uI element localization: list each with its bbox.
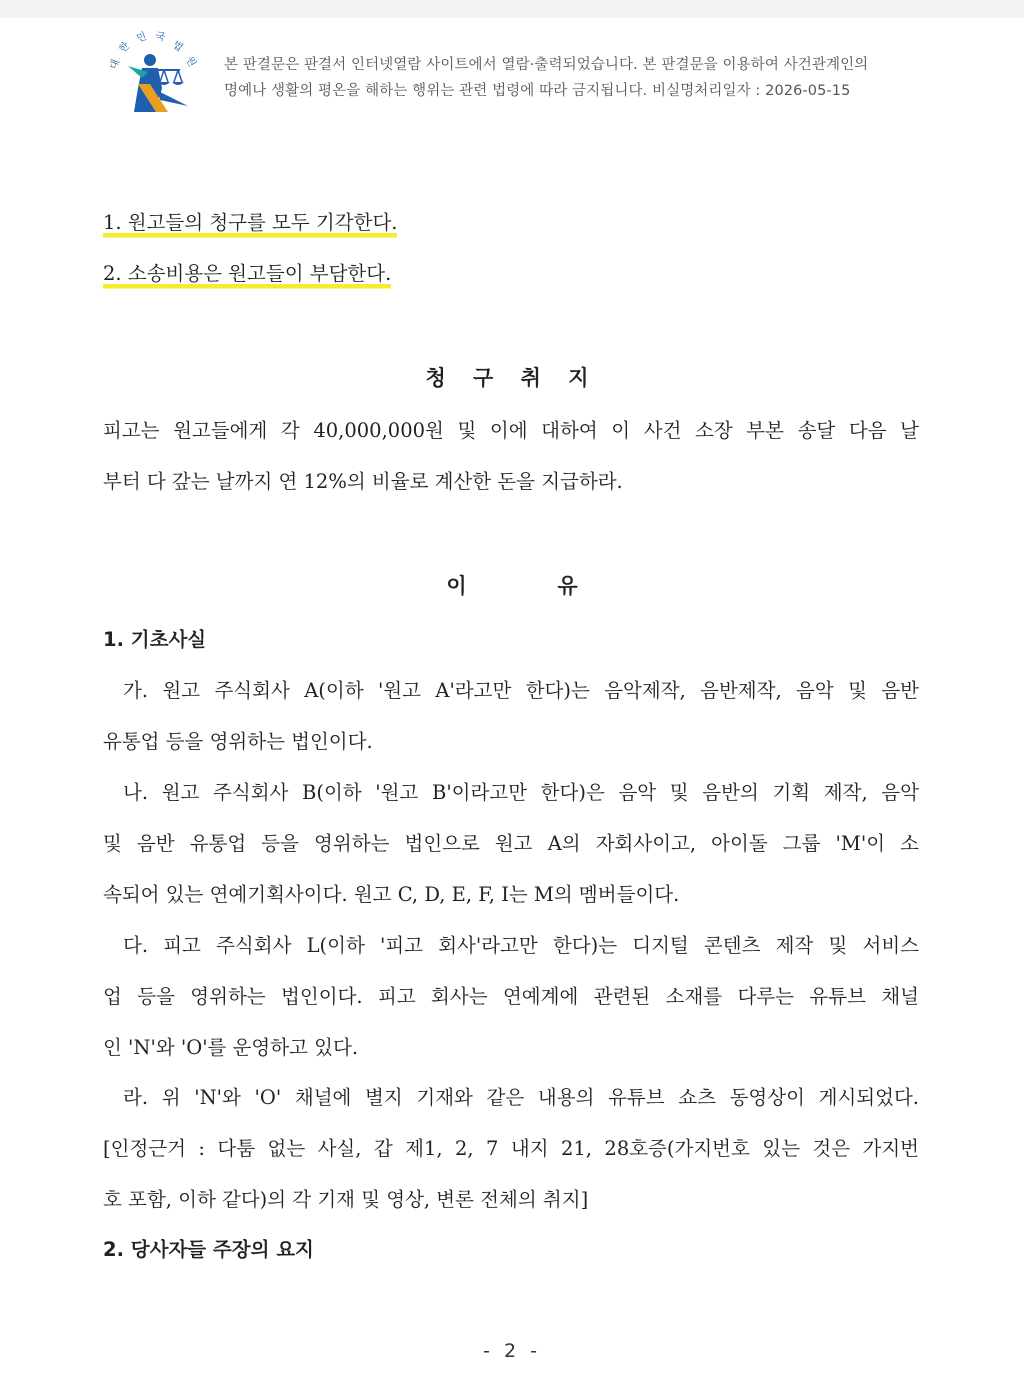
svg-text:한: 한: [117, 40, 132, 56]
reasons-heading-left: 이: [446, 574, 467, 598]
basis-line-1: [인정근거 : 다툼 없는 사실, 갑 제1, 2, 7 내지 21, 28호증(가지번호 있는 것은 가지번: [103, 1137, 919, 1160]
highlight-mark: 2. 소송비용은 원고들이 부담한다.: [103, 258, 391, 290]
claim-line-2: 부터 다 갚는 날까지 연 12%의 비율로 계산한 돈을 지급하라.: [103, 470, 623, 493]
svg-text:법: 법: [170, 39, 185, 55]
claim-line-1: 피고는 원고들에게 각 40,000,000원 및 이에 대하여 이 사건 소장 부본 송달 다음 날: [103, 419, 919, 442]
order-item-1: [103, 207, 397, 239]
paragraph-da-line-3: 인 'N'와 'O'를 운영하고 있다.: [103, 1036, 359, 1059]
reasons-heading: [0, 570, 1024, 600]
header-notice: [224, 52, 944, 104]
paragraph-da-line-1: 다. 피고 주식회사 L(이하 '피고 회사'라고만 한다)는 디지털 콘텐츠 제작 및 서비스: [123, 934, 919, 957]
notice-line-1: 본 판결문은 판결서 인터넷열람 사이트에서 열람·출력되었습니다. 본 판결문을 이용하여 사건관계인의: [224, 57, 869, 73]
paragraph-na-line-2: 및 음반 유통업 등을 영위하는 법인으로 원고 A의 자회사이고, 아이돌 그룹 'M'이 소: [103, 832, 919, 855]
paragraph-na-line-3: 속되어 있는 연예기획사이다. 원고 C, D, E, F, I는 M의 멤버들이다.: [103, 883, 680, 906]
court-logo: [98, 26, 210, 120]
svg-text:민: 민: [135, 31, 149, 45]
paragraph-ga-line-2: 유통업 등을 영위하는 법인이다.: [103, 730, 373, 753]
section-2-title: 2. 당사자들 주장의 요지: [103, 1238, 314, 1261]
section-1-title: 1. 기초사실: [103, 628, 207, 651]
svg-text:국: 국: [154, 31, 166, 44]
reasons-heading-right: 유: [557, 574, 578, 598]
basis-line-2: 호 포함, 이하 같다)의 각 기재 및 영상, 변론 전체의 취지]: [103, 1188, 589, 1211]
top-bar: [0, 0, 1024, 18]
page-number: - 2 -: [483, 1340, 541, 1362]
paragraph-da-line-2: 업 등을 영위하는 법인이다. 피고 회사는 연예계에 관련된 소재를 다루는 유튜브 채널: [103, 985, 919, 1008]
paragraph-ga-line-1: 가. 원고 주식회사 A(이하 '원고 A'라고만 한다)는 음악제작, 음반제작, 음악 및 음반: [123, 679, 919, 702]
svg-text:원: 원: [183, 55, 198, 69]
svg-text:대: 대: [108, 58, 123, 72]
order-item-2: [103, 258, 391, 290]
highlight-mark: 1. 원고들의 청구를 모두 기각한다.: [103, 207, 397, 239]
paragraph-ra-line-1: 라. 위 'N'와 'O' 채널에 별지 기재와 같은 내용의 유튜브 쇼츠 동영상이 게시되었다.: [123, 1086, 919, 1109]
notice-line-2: 명예나 생활의 평온을 해하는 행위는 관련 법령에 따라 금지됩니다. 비실명처리일자 : 2026-05-15: [224, 83, 851, 99]
claim-heading: 청 구 취 지: [425, 366, 599, 390]
paragraph-na-line-1: 나. 원고 주식회사 B(이하 '원고 B'이라고만 한다)은 음악 및 음반의 기획 제작, 음악: [123, 781, 919, 804]
